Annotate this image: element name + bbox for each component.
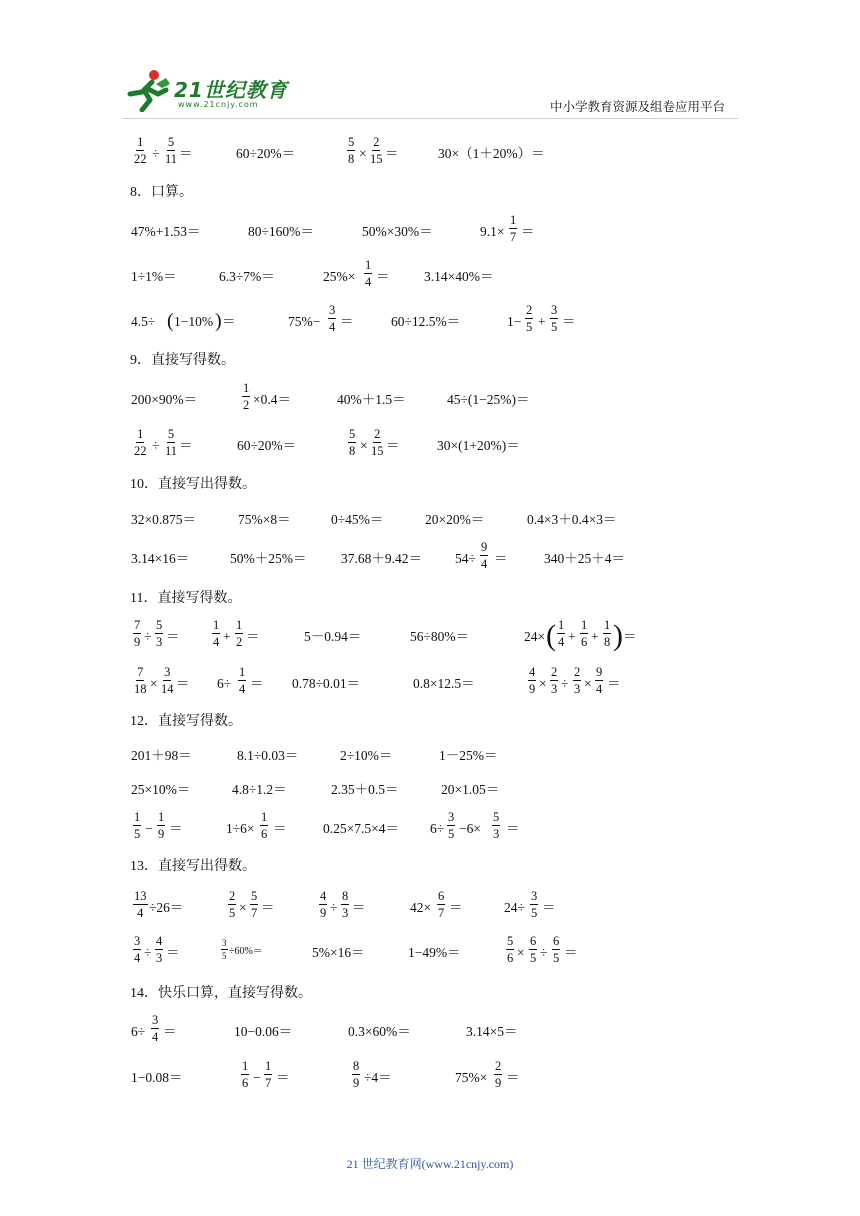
expression: 200×90%＝: [131, 392, 198, 407]
fraction: $\frac{13}{4}$: [134, 889, 147, 920]
equals-sign: ＝: [166, 945, 180, 960]
fraction: $\frac{1}{7}$: [265, 1059, 272, 1090]
expression: 2÷10%＝: [340, 748, 393, 763]
operator: ×: [517, 945, 525, 960]
equals-sign: ＝: [176, 676, 190, 691]
expression: 20×1.05＝: [441, 782, 500, 797]
fraction: $\frac{8}{3}$: [342, 889, 349, 920]
expression: 24×: [524, 629, 546, 644]
fraction: $\frac{2}{9}$: [495, 1059, 502, 1090]
expression: 1−49%＝: [408, 945, 461, 960]
paren-right: ): [613, 619, 623, 652]
fraction: $\frac{5}{8}$: [349, 427, 356, 458]
fraction: $\frac{5}{3}$: [156, 618, 163, 649]
expression: 56÷80%＝: [410, 629, 470, 644]
expression: 5－0.94＝: [304, 629, 362, 644]
expression: 340＋25＋4＝: [544, 551, 625, 566]
equals-sign: ＝: [506, 821, 520, 836]
expression: 25×10%＝: [131, 782, 191, 797]
paren-left: (: [546, 619, 556, 652]
fraction: $\frac{1}{7}$: [510, 213, 517, 244]
expression: 80÷160%＝: [248, 224, 314, 239]
fraction: $\frac{5}{11}$: [165, 427, 178, 458]
fraction: $\frac{1}{5}$: [134, 810, 141, 841]
fraction: $\frac{3}{4}$: [134, 934, 141, 965]
expression: 0.78÷0.01＝: [292, 676, 361, 691]
operator: ×: [359, 146, 367, 161]
equals-sign: ＝: [166, 629, 180, 644]
expression: 0.25×7.5×4＝: [323, 821, 399, 836]
expression: 201＋98＝: [131, 748, 192, 763]
expression: 3.14×16＝: [131, 551, 190, 566]
fraction: $\frac{1}{6}$: [242, 1059, 249, 1090]
equals-sign: ＝: [386, 438, 400, 453]
expression: 45÷(1−25%)＝: [447, 392, 530, 407]
equals-sign: ＝: [273, 821, 287, 836]
fraction: $\frac{5}{3}$: [493, 810, 500, 841]
expression: 9.1×: [480, 224, 505, 239]
expression: 6÷: [217, 676, 232, 691]
fraction: $\frac{2}{5}$: [229, 889, 236, 920]
fraction: $\frac{3}{4}$: [152, 1013, 159, 1044]
equals-sign: ＝: [340, 314, 354, 329]
expression: 1−10%: [174, 314, 214, 329]
operator: ×: [239, 900, 247, 915]
operator: +: [223, 629, 231, 644]
expression: 1÷1%＝: [131, 269, 177, 284]
expression: 5%×16＝: [312, 945, 365, 960]
logo-url: www.21cnjy.com: [178, 100, 259, 109]
expression: 37.68＋9.42＝: [341, 551, 422, 566]
equals-sign: ＝: [607, 676, 621, 691]
paren-left: (: [167, 310, 174, 332]
fraction: $\frac{1}{2}$: [236, 618, 243, 649]
expression: 0.8×12.5＝: [413, 676, 475, 691]
expression: 1÷6×: [226, 821, 255, 836]
fraction: $\frac{1}{4}$: [558, 618, 565, 649]
expression: 0.3×60%＝: [348, 1024, 411, 1039]
equals-sign: ＝: [562, 314, 576, 329]
fraction: $\frac{5}{11}$: [165, 135, 178, 166]
fraction: $\frac{3}{5}$: [531, 889, 538, 920]
operator: ÷: [152, 438, 160, 453]
fraction: $\frac{2}{3}$: [574, 665, 581, 696]
equals-sign: ＝: [564, 945, 578, 960]
fraction: $\frac{1}{4}$: [239, 665, 246, 696]
operator: +: [591, 629, 599, 644]
operator: ÷: [540, 945, 548, 960]
expression: 6÷: [430, 821, 445, 836]
fraction: $\frac{3}{14}$: [161, 665, 174, 696]
header-divider: [122, 118, 738, 119]
equals-sign: ＝: [385, 146, 399, 161]
expression: 0÷45%＝: [331, 512, 384, 527]
question-14-title: 14．快乐口算，直接写得数。: [130, 986, 312, 1001]
equals-sign: ＝: [521, 224, 535, 239]
operator: +: [568, 629, 576, 644]
equals-sign: ＝: [222, 314, 236, 329]
operator: ×: [150, 676, 158, 691]
equals-sign: ＝: [376, 269, 390, 284]
expression: 6÷: [131, 1024, 146, 1039]
fraction: $\frac{2}{3}$: [551, 665, 558, 696]
logo-text: 21世纪教育: [174, 78, 288, 102]
question-11-title: 11．直接写得数。: [130, 591, 242, 606]
running-figure-logo-icon: [122, 68, 172, 112]
question-9-title: 9．直接写得数。: [130, 353, 235, 368]
expression: 75%×8＝: [238, 512, 291, 527]
expression: 30×(1+20%)＝: [437, 438, 520, 453]
fraction: $\frac{5}{8}$: [348, 135, 355, 166]
expression: 6.3÷7%＝: [219, 269, 275, 284]
expression: 0.4×3＋0.4×3＝: [527, 512, 617, 527]
equals-sign: ＝: [179, 146, 193, 161]
paren-right: ): [215, 310, 222, 332]
expression: 2.35＋0.5＝: [331, 782, 399, 797]
operator: ×: [539, 676, 547, 691]
question-13-title: 13．直接写出得数。: [130, 859, 256, 874]
fraction: $\frac{1}{4}$: [365, 258, 372, 289]
fraction: $\frac{4}{3}$: [156, 934, 163, 965]
expression: −6×: [459, 821, 481, 836]
fraction: $\frac{7}{9}$: [134, 618, 141, 649]
operator: −: [145, 821, 153, 836]
fraction: $\frac{9}{4}$: [596, 665, 603, 696]
expression: 4.5÷: [131, 314, 156, 329]
operator: ÷: [561, 676, 569, 691]
fraction: $\frac{2}{5}$: [526, 303, 533, 334]
expression: ÷4＝: [364, 1070, 392, 1085]
equals-sign: ＝: [542, 900, 556, 915]
expression: 47%+1.53＝: [131, 224, 201, 239]
expression: 60÷12.5%＝: [391, 314, 461, 329]
expression: ÷60%＝: [229, 946, 263, 957]
question-12-title: 12．直接写得数。: [130, 714, 242, 729]
fraction: $\frac{1}{22}$: [134, 427, 147, 458]
fraction: $\frac{5}{6}$: [507, 934, 514, 965]
expression: 54÷: [455, 551, 476, 566]
equals-sign: ＝: [352, 900, 366, 915]
expression: 42×: [410, 900, 432, 915]
equals-sign: ＝: [163, 1024, 177, 1039]
expression: 24÷: [504, 900, 525, 915]
fraction: $\frac{9}{4}$: [481, 540, 488, 571]
fraction: $\frac{1}{4}$: [213, 618, 220, 649]
equals-sign: ＝: [623, 629, 637, 644]
question-10-title: 10．直接写出得数。: [130, 477, 256, 492]
expression: 25%×: [323, 269, 356, 284]
fraction: $\frac{3}{5}$: [448, 810, 455, 841]
fraction: $\frac{6}{7}$: [438, 889, 445, 920]
fraction: $\frac{6}{5}$: [530, 934, 537, 965]
fraction: $\frac{8}{9}$: [353, 1059, 360, 1090]
fraction: $\frac{4}{9}$: [529, 665, 536, 696]
expression: 4.8÷1.2＝: [232, 782, 287, 797]
expression: 3.14×40%＝: [424, 269, 494, 284]
fraction: $\frac{1}{9}$: [158, 810, 165, 841]
operator: ÷: [152, 146, 160, 161]
expression: 50%＋25%＝: [230, 551, 307, 566]
header-logo: [122, 68, 292, 116]
fraction: $\frac{6}{5}$: [553, 934, 560, 965]
operator: ÷: [144, 945, 152, 960]
fraction: $\frac{4}{9}$: [320, 889, 327, 920]
equals-sign: ＝: [179, 438, 193, 453]
equals-sign: ＝: [506, 1070, 520, 1085]
equals-sign: ＝: [276, 1070, 290, 1085]
header-right-text: 中小学教育资源及组卷应用平台: [550, 100, 726, 114]
expression: 8.1÷0.03＝: [237, 748, 299, 763]
equals-sign: ＝: [250, 676, 264, 691]
equals-sign: ＝: [494, 551, 508, 566]
fraction: $\frac{1}{2}$: [243, 381, 250, 412]
fraction: $\frac{2}{15}$: [371, 427, 384, 458]
fraction: $\frac{2}{15}$: [370, 135, 383, 166]
operator: ÷: [330, 900, 338, 915]
operator: ÷: [144, 629, 152, 644]
expression: 50%×30%＝: [362, 224, 433, 239]
expression: 1−: [507, 314, 522, 329]
expression: 60÷20%＝: [237, 438, 297, 453]
expression: 20×20%＝: [425, 512, 485, 527]
equals-sign: ＝: [246, 629, 260, 644]
expression: 40%＋1.5＝: [337, 392, 406, 407]
fraction: $\frac{3}{5}$: [551, 303, 558, 334]
fraction: $\frac{1}{6}$: [581, 618, 588, 649]
fraction-small: $\frac{3}{5}$: [222, 938, 227, 961]
equals-sign: ＝: [449, 900, 463, 915]
fraction: $\frac{3}{4}$: [329, 303, 336, 334]
expression: 60÷20%＝: [236, 146, 296, 161]
operator: +: [538, 314, 546, 329]
expression: 32×0.875＝: [131, 512, 196, 527]
expression: ÷26＝: [149, 900, 184, 915]
expression: 30×（1＋20%）＝: [438, 146, 545, 161]
footer-text: 21 世纪教育网(www.21cnjy.com): [346, 1157, 514, 1171]
fraction: $\frac{1}{6}$: [261, 810, 268, 841]
question-8-title: 8．口算。: [130, 185, 193, 200]
fraction: $\frac{7}{18}$: [134, 665, 147, 696]
fraction: $\frac{1}{8}$: [604, 618, 611, 649]
expression: 75%×: [455, 1070, 488, 1085]
expression: ×0.4＝: [253, 392, 291, 407]
expression: 1－25%＝: [439, 748, 498, 763]
equals-sign: ＝: [169, 821, 183, 836]
operator: ×: [584, 676, 592, 691]
fraction: $\frac{1}{22}$: [134, 135, 147, 166]
operator: −: [253, 1070, 261, 1085]
equals-sign: ＝: [261, 900, 275, 915]
expression: 1−0.08＝: [131, 1070, 183, 1085]
operator: ×: [360, 438, 368, 453]
expression: 75%−: [288, 314, 321, 329]
expression: 3.14×5＝: [466, 1024, 518, 1039]
fraction: $\frac{5}{7}$: [251, 889, 258, 920]
expression: 10−0.06＝: [234, 1024, 293, 1039]
